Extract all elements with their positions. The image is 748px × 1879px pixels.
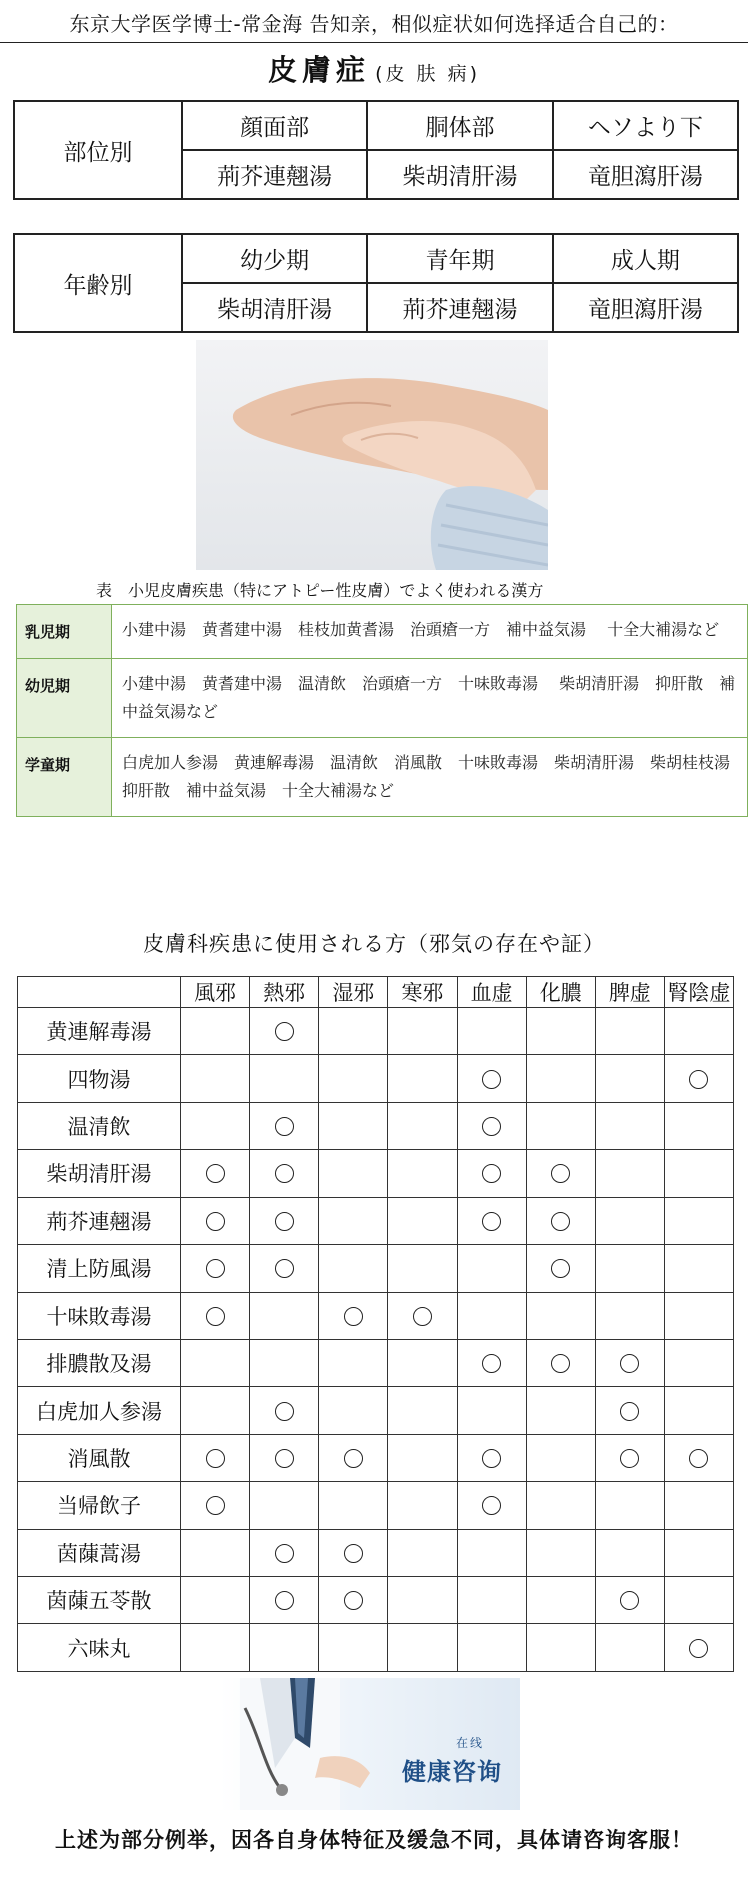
matrix-cell bbox=[595, 1102, 664, 1149]
by-age-value: 柴胡清肝湯 bbox=[182, 283, 367, 332]
matrix-cell bbox=[181, 1434, 250, 1481]
matrix-cell bbox=[457, 1055, 526, 1102]
matrix-cell bbox=[181, 1197, 250, 1244]
matrix-cell bbox=[388, 1150, 457, 1197]
matrix-cell bbox=[250, 1008, 319, 1055]
matrix-cell bbox=[457, 1292, 526, 1339]
table-row bbox=[18, 1482, 734, 1529]
matrix-cell bbox=[595, 1387, 664, 1434]
circle-mark-icon bbox=[344, 1544, 363, 1563]
matrix-cell bbox=[664, 1245, 733, 1292]
matrix-cell bbox=[388, 1008, 457, 1055]
matrix-cell bbox=[319, 1577, 388, 1624]
table-row bbox=[18, 1102, 734, 1149]
matrix-cell bbox=[595, 1339, 664, 1386]
table-row bbox=[18, 1245, 734, 1292]
matrix-cell bbox=[526, 1008, 595, 1055]
by-age-header: 青年期 bbox=[367, 234, 552, 283]
matrix-column-header: 風邪 bbox=[181, 977, 250, 1008]
matrix-cell bbox=[526, 1150, 595, 1197]
matrix-column-header: 血虚 bbox=[457, 977, 526, 1008]
matrix-cell bbox=[250, 1339, 319, 1386]
circle-mark-icon bbox=[482, 1164, 501, 1183]
matrix-cell bbox=[664, 1577, 733, 1624]
matrix-cell bbox=[388, 1529, 457, 1576]
circle-mark-icon bbox=[620, 1449, 639, 1468]
circle-mark-icon bbox=[689, 1449, 708, 1468]
circle-mark-icon bbox=[482, 1117, 501, 1136]
consult-banner[interactable] bbox=[220, 1678, 520, 1810]
matrix-column-header: 腎陰虚 bbox=[664, 977, 733, 1008]
matrix-cell bbox=[595, 1624, 664, 1672]
header-divider bbox=[0, 42, 748, 43]
circle-mark-icon bbox=[206, 1164, 225, 1183]
circle-mark-icon bbox=[206, 1496, 225, 1515]
matrix-cell bbox=[181, 1150, 250, 1197]
matrix-cell bbox=[319, 1339, 388, 1386]
matrix-cell bbox=[664, 1434, 733, 1481]
matrix-cell bbox=[181, 1624, 250, 1672]
matrix-cell bbox=[664, 1008, 733, 1055]
hands-illustration bbox=[196, 340, 548, 570]
matrix-cell bbox=[250, 1434, 319, 1481]
remedy-name: 白虎加人参湯 bbox=[18, 1387, 181, 1434]
matrix-cell bbox=[526, 1245, 595, 1292]
table-row bbox=[18, 1150, 734, 1197]
matrix-cell bbox=[595, 1577, 664, 1624]
matrix-cell bbox=[250, 1102, 319, 1149]
matrix-cell bbox=[388, 1055, 457, 1102]
matrix-cell bbox=[388, 1339, 457, 1386]
matrix-cell bbox=[457, 1529, 526, 1576]
circle-mark-icon bbox=[275, 1022, 294, 1041]
matrix-cell bbox=[457, 1150, 526, 1197]
matrix-header-row bbox=[18, 977, 734, 1008]
matrix-cell bbox=[664, 1482, 733, 1529]
matrix-cell bbox=[457, 1197, 526, 1244]
matrix-cell bbox=[664, 1102, 733, 1149]
circle-mark-icon bbox=[275, 1449, 294, 1468]
matrix-cell bbox=[250, 1055, 319, 1102]
matrix-cell bbox=[457, 1482, 526, 1529]
table-row bbox=[17, 659, 748, 738]
matrix-cell bbox=[595, 1150, 664, 1197]
circle-mark-icon bbox=[344, 1449, 363, 1468]
table-row bbox=[18, 1529, 734, 1576]
page-subtitle: (皮 肤 病) bbox=[375, 63, 480, 85]
matrix-cell bbox=[388, 1292, 457, 1339]
circle-mark-icon bbox=[482, 1212, 501, 1231]
matrix-cell bbox=[319, 1102, 388, 1149]
matrix-cell bbox=[526, 1197, 595, 1244]
matrix-cell bbox=[388, 1577, 457, 1624]
circle-mark-icon bbox=[482, 1449, 501, 1468]
circle-mark-icon bbox=[275, 1259, 294, 1278]
matrix-cell bbox=[250, 1529, 319, 1576]
matrix-cell bbox=[319, 1624, 388, 1672]
matrix-cell bbox=[457, 1577, 526, 1624]
stage-label: 乳児期 bbox=[17, 605, 112, 659]
by-site-header: ヘソより下 bbox=[553, 101, 738, 150]
by-site-header: 胴体部 bbox=[367, 101, 552, 150]
matrix-cell bbox=[457, 1624, 526, 1672]
circle-mark-icon bbox=[344, 1307, 363, 1326]
matrix-cell bbox=[457, 1245, 526, 1292]
circle-mark-icon bbox=[551, 1212, 570, 1231]
remedy-name: 茵蔯五苓散 bbox=[18, 1577, 181, 1624]
matrix-column-header: 湿邪 bbox=[319, 977, 388, 1008]
by-site-value: 竜胆瀉肝湯 bbox=[553, 150, 738, 199]
circle-mark-icon bbox=[206, 1212, 225, 1231]
matrix-cell bbox=[526, 1482, 595, 1529]
page-header bbox=[0, 0, 748, 40]
stage-label: 幼児期 bbox=[17, 659, 112, 738]
matrix-cell bbox=[250, 1150, 319, 1197]
footer-note: 上述为部分例举，因各自身体特征及缓急不同，具体请咨询客服！ bbox=[55, 1827, 693, 1852]
matrix-cell bbox=[457, 1339, 526, 1386]
matrix-cell bbox=[526, 1624, 595, 1672]
circle-mark-icon bbox=[275, 1117, 294, 1136]
matrix-cell bbox=[526, 1055, 595, 1102]
page-title-block bbox=[0, 48, 748, 89]
circle-mark-icon bbox=[275, 1164, 294, 1183]
circle-mark-icon bbox=[275, 1591, 294, 1610]
circle-mark-icon bbox=[620, 1402, 639, 1421]
header-text: 东京大学医学博士-常金海 告知亲，相似症状如何选择适合自己的： bbox=[69, 12, 679, 36]
matrix-cell bbox=[526, 1387, 595, 1434]
matrix-cell bbox=[319, 1434, 388, 1481]
remedy-name: 消風散 bbox=[18, 1434, 181, 1481]
matrix-cell bbox=[319, 1292, 388, 1339]
matrix-column-header: 脾虚 bbox=[595, 977, 664, 1008]
stage-remedies: 小建中湯 黄耆建中湯 温清飲 治頭瘡一方 十味敗毒湯 柴胡清肝湯 抑肝散 補中益気湯など bbox=[112, 659, 748, 738]
circle-mark-icon bbox=[689, 1070, 708, 1089]
matrix-cell bbox=[181, 1482, 250, 1529]
matrix-cell bbox=[181, 1387, 250, 1434]
matrix-cell bbox=[388, 1434, 457, 1481]
matrix-cell bbox=[388, 1102, 457, 1149]
circle-mark-icon bbox=[206, 1449, 225, 1468]
matrix-cell bbox=[664, 1387, 733, 1434]
matrix-cell bbox=[250, 1387, 319, 1434]
matrix-cell bbox=[664, 1150, 733, 1197]
circle-mark-icon bbox=[620, 1354, 639, 1373]
matrix-cell bbox=[250, 1292, 319, 1339]
matrix-cell bbox=[526, 1577, 595, 1624]
remedy-name: 六味丸 bbox=[18, 1624, 181, 1672]
matrix-cell bbox=[595, 1292, 664, 1339]
table-row bbox=[17, 738, 748, 817]
doctor-illustration bbox=[220, 1678, 380, 1810]
circle-mark-icon bbox=[689, 1639, 708, 1658]
matrix-cell bbox=[319, 1529, 388, 1576]
matrix-cell bbox=[319, 1197, 388, 1244]
matrix-cell bbox=[388, 1245, 457, 1292]
matrix-column-header: 化膿 bbox=[526, 977, 595, 1008]
banner-big-text: 健康咨询 bbox=[402, 1758, 502, 1786]
circle-mark-icon bbox=[413, 1307, 432, 1326]
circle-mark-icon bbox=[551, 1164, 570, 1183]
remedy-name: 温清飲 bbox=[18, 1102, 181, 1149]
pediatric-table bbox=[16, 604, 748, 817]
matrix-column-header: 寒邪 bbox=[388, 977, 457, 1008]
stage-remedies: 小建中湯 黄耆建中湯 桂枝加黄耆湯 治頭瘡一方 補中益気湯 十全大補湯など bbox=[112, 605, 748, 659]
matrix-caption: 皮膚科疾患に使用される方（邪気の存在や証） bbox=[143, 932, 605, 956]
matrix-cell bbox=[319, 1008, 388, 1055]
matrix-cell bbox=[181, 1292, 250, 1339]
by-site-row-label: 部位別 bbox=[14, 101, 182, 199]
table-row bbox=[18, 1387, 734, 1434]
matrix-cell bbox=[595, 1055, 664, 1102]
matrix-cell bbox=[595, 1245, 664, 1292]
matrix-cell bbox=[664, 1624, 733, 1672]
matrix-cell bbox=[181, 1339, 250, 1386]
hands-photo bbox=[196, 340, 548, 570]
table-row bbox=[18, 1339, 734, 1386]
matrix-cell bbox=[250, 1624, 319, 1672]
matrix-cell bbox=[388, 1482, 457, 1529]
circle-mark-icon bbox=[344, 1591, 363, 1610]
circle-mark-icon bbox=[482, 1354, 501, 1373]
by-site-table bbox=[13, 100, 739, 200]
remedy-name: 黄連解毒湯 bbox=[18, 1008, 181, 1055]
circle-mark-icon bbox=[482, 1070, 501, 1089]
matrix-cell bbox=[595, 1434, 664, 1481]
matrix-cell bbox=[526, 1292, 595, 1339]
table-row bbox=[18, 1055, 734, 1102]
matrix-cell bbox=[457, 1102, 526, 1149]
table-row bbox=[18, 1292, 734, 1339]
matrix-corner-cell bbox=[18, 977, 181, 1008]
matrix-cell bbox=[457, 1434, 526, 1481]
remedy-name: 柴胡清肝湯 bbox=[18, 1150, 181, 1197]
matrix-cell bbox=[181, 1577, 250, 1624]
by-age-value: 竜胆瀉肝湯 bbox=[553, 283, 738, 332]
matrix-cell bbox=[526, 1102, 595, 1149]
circle-mark-icon bbox=[206, 1259, 225, 1278]
matrix-cell bbox=[526, 1339, 595, 1386]
matrix-table bbox=[17, 976, 734, 1672]
stage-remedies: 白虎加人参湯 黄連解毒湯 温清飲 消風散 十味敗毒湯 柴胡清肝湯 柴胡桂枝湯 抑肝散 補中益気湯 十全大補湯など bbox=[112, 738, 748, 817]
matrix-cell bbox=[457, 1387, 526, 1434]
by-age-header: 幼少期 bbox=[182, 234, 367, 283]
matrix-cell bbox=[595, 1008, 664, 1055]
matrix-cell bbox=[250, 1577, 319, 1624]
matrix-cell bbox=[319, 1482, 388, 1529]
pediatric-caption: 表 小児皮膚疾患（特にアトピー性皮膚）でよく使われる漢方 bbox=[96, 581, 544, 600]
by-site-value: 柴胡清肝湯 bbox=[367, 150, 552, 199]
matrix-cell bbox=[664, 1197, 733, 1244]
matrix-cell bbox=[664, 1055, 733, 1102]
by-site-header: 顔面部 bbox=[182, 101, 367, 150]
by-site-value: 荊芥連翹湯 bbox=[182, 150, 367, 199]
table-row bbox=[18, 1008, 734, 1055]
matrix-cell bbox=[388, 1387, 457, 1434]
table-row bbox=[18, 1197, 734, 1244]
remedy-name: 当帰飲子 bbox=[18, 1482, 181, 1529]
circle-mark-icon bbox=[275, 1544, 294, 1563]
matrix-cell bbox=[595, 1529, 664, 1576]
matrix-cell bbox=[181, 1529, 250, 1576]
circle-mark-icon bbox=[206, 1307, 225, 1326]
matrix-cell bbox=[526, 1434, 595, 1481]
table-row bbox=[17, 605, 748, 659]
matrix-cell bbox=[457, 1008, 526, 1055]
matrix-cell bbox=[181, 1008, 250, 1055]
by-age-row-label: 年齢別 bbox=[14, 234, 182, 332]
matrix-cell bbox=[526, 1529, 595, 1576]
by-age-table bbox=[13, 233, 739, 333]
circle-mark-icon bbox=[551, 1354, 570, 1373]
circle-mark-icon bbox=[275, 1212, 294, 1231]
table-row bbox=[18, 1434, 734, 1481]
matrix-cell bbox=[664, 1292, 733, 1339]
remedy-name: 十味敗毒湯 bbox=[18, 1292, 181, 1339]
table-row bbox=[18, 1577, 734, 1624]
matrix-cell bbox=[181, 1055, 250, 1102]
matrix-cell bbox=[664, 1339, 733, 1386]
matrix-cell bbox=[319, 1245, 388, 1292]
circle-mark-icon bbox=[620, 1591, 639, 1610]
banner-small-text: 在线 bbox=[455, 1736, 484, 1750]
matrix-cell bbox=[388, 1197, 457, 1244]
matrix-cell bbox=[595, 1482, 664, 1529]
matrix-cell bbox=[664, 1529, 733, 1576]
remedy-name: 排膿散及湯 bbox=[18, 1339, 181, 1386]
remedy-name: 清上防風湯 bbox=[18, 1245, 181, 1292]
circle-mark-icon bbox=[551, 1259, 570, 1278]
by-age-value: 荊芥連翹湯 bbox=[367, 283, 552, 332]
remedy-name: 荊芥連翹湯 bbox=[18, 1197, 181, 1244]
matrix-cell bbox=[319, 1387, 388, 1434]
remedy-name: 四物湯 bbox=[18, 1055, 181, 1102]
matrix-cell bbox=[181, 1245, 250, 1292]
matrix-body bbox=[18, 1008, 734, 1672]
stage-label: 学童期 bbox=[17, 738, 112, 817]
matrix-cell bbox=[250, 1197, 319, 1244]
matrix-column-header: 熱邪 bbox=[250, 977, 319, 1008]
remedy-name: 茵蔯蒿湯 bbox=[18, 1529, 181, 1576]
matrix-cell bbox=[181, 1102, 250, 1149]
circle-mark-icon bbox=[482, 1496, 501, 1515]
matrix-cell bbox=[388, 1624, 457, 1672]
table-row bbox=[18, 1624, 734, 1672]
page-title: 皮膚症 bbox=[267, 53, 370, 87]
matrix-cell bbox=[319, 1055, 388, 1102]
matrix-cell bbox=[250, 1245, 319, 1292]
circle-mark-icon bbox=[275, 1402, 294, 1421]
matrix-cell bbox=[595, 1197, 664, 1244]
matrix-cell bbox=[319, 1150, 388, 1197]
by-age-header: 成人期 bbox=[553, 234, 738, 283]
matrix-cell bbox=[250, 1482, 319, 1529]
